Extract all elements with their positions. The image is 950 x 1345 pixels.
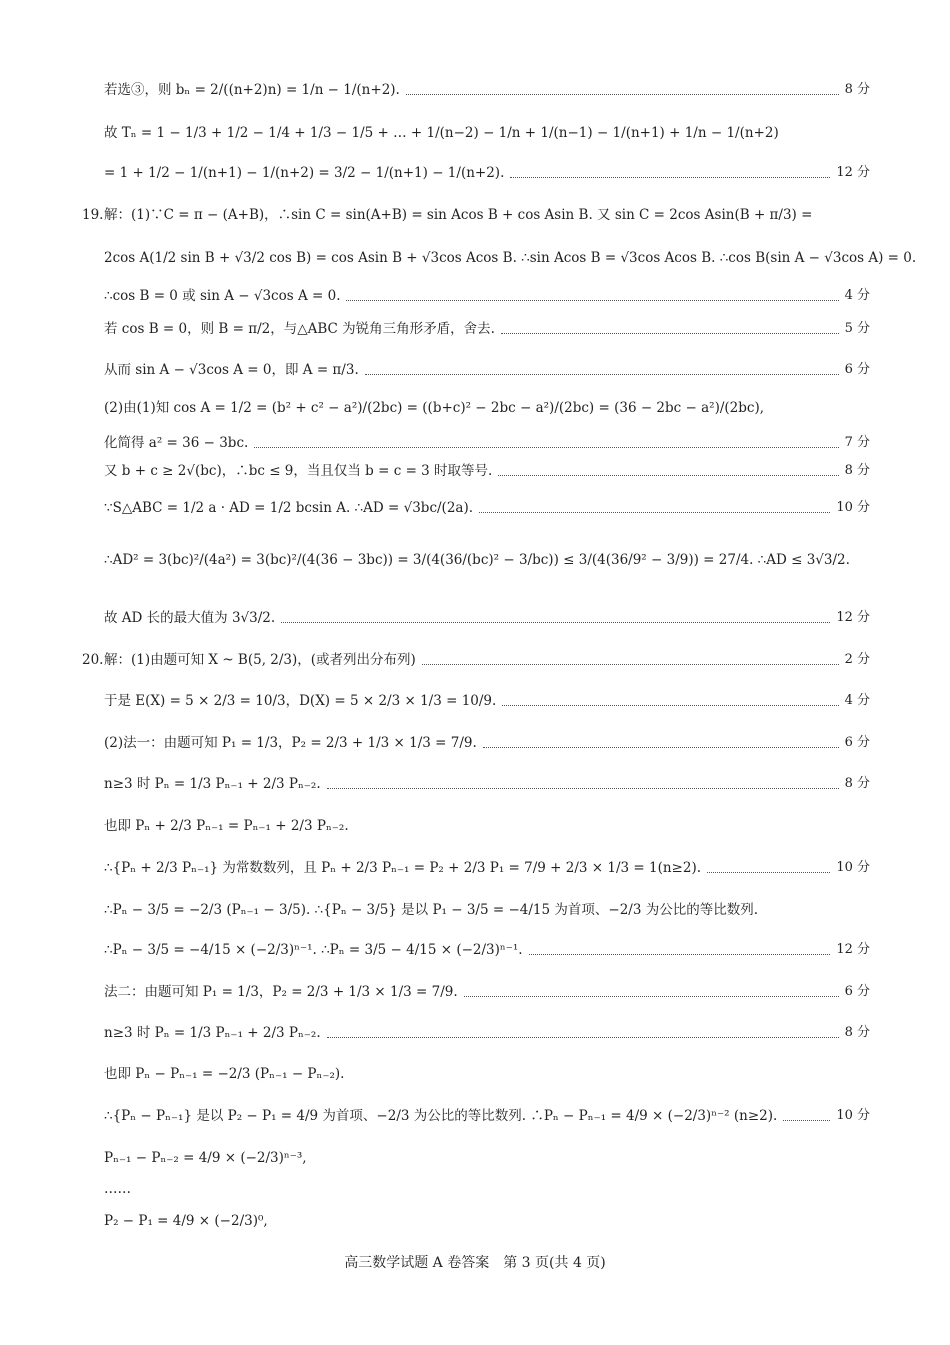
score-mark: 12 分 bbox=[836, 942, 870, 957]
line-text: 2cos A(1/2 sin B + √3/2 cos B) = cos Asin B + √3cos Acos B. ∴sin Acos B = √3cos Acos B. ∴cos B(sin A − √3cos A) = 0. bbox=[104, 250, 917, 266]
score-mark: 4 分 bbox=[844, 693, 870, 708]
line-text: (2)法一：由题可知 P₁ = 1/3，P₂ = 2/3 + 1/3 × 1/3 = 7/9. bbox=[104, 735, 477, 751]
problem-number: 20. bbox=[82, 652, 104, 668]
score-mark: 2 分 bbox=[844, 652, 870, 667]
dotted-leader bbox=[501, 333, 839, 334]
dotted-leader bbox=[502, 705, 838, 706]
line-text: 于是 E(X) = 5 × 2/3 = 10/3，D(X) = 5 × 2/3 × 1/3 = 10/9. bbox=[104, 693, 497, 709]
score-mark: 12 分 bbox=[836, 165, 870, 180]
line-text: (2)由(1)知 cos A = 1/2 = (b² + c² − a²)/(2bc) = ((b+c)² − 2bc − a²)/(2bc) = (36 − 2bc − a²)/(2bc), bbox=[104, 400, 765, 416]
score-mark: 10 分 bbox=[836, 1108, 870, 1123]
solution-line bbox=[104, 1064, 344, 1084]
score-mark: 6 分 bbox=[844, 735, 870, 750]
solution-line bbox=[104, 550, 850, 570]
line-text: …… bbox=[104, 1181, 131, 1197]
solution-line bbox=[104, 858, 870, 878]
line-text: 若选③，则 bₙ = 2/((n+2)n) = 1/n − 1/(n+2). bbox=[104, 82, 400, 98]
line-text: 也即 Pₙ − Pₙ₋₁ = −2/3 (Pₙ₋₁ − Pₙ₋₂). bbox=[104, 1066, 345, 1082]
solution-line bbox=[82, 205, 813, 225]
line-text: 解：(1)由题可知 X ~ B(5, 2/3)，(或者列出分布列) bbox=[104, 652, 416, 668]
dotted-leader bbox=[529, 954, 831, 955]
solution-line bbox=[104, 433, 870, 453]
solution-line bbox=[104, 608, 870, 628]
line-text: ∴{Pₙ + 2/3 Pₙ₋₁} 为常数数列，且 Pₙ + 2/3 Pₙ₋₁ = P₂ + 2/3 P₁ = 7/9 + 2/3 × 1/3 = 1(n≥2). bbox=[104, 860, 702, 876]
line-text: 若 cos B = 0，则 B = π/2，与△ABC 为锐角三角形矛盾，舍去. bbox=[104, 321, 495, 337]
line-text: 解：(1)∵C = π − (A+B)，∴sin C = sin(A+B) = sin Acos B + cos Asin B. 又 sin C = 2cos Asin(B + π/3) = bbox=[104, 207, 813, 223]
solution-line bbox=[104, 286, 870, 306]
score-mark: 8 分 bbox=[844, 463, 870, 478]
dotted-leader bbox=[365, 374, 839, 375]
line-text: 也即 Pₙ + 2/3 Pₙ₋₁ = Pₙ₋₁ + 2/3 Pₙ₋₂. bbox=[104, 818, 349, 834]
solution-line bbox=[104, 940, 870, 960]
page-footer: 高三数学试题 A 卷答案 第 3 页(共 4 页) bbox=[344, 1255, 606, 1271]
solution-line bbox=[104, 774, 870, 794]
solution-line bbox=[104, 1106, 870, 1126]
line-text: = 1 + 1/2 − 1/(n+1) − 1/(n+2) = 3/2 − 1/(n+1) − 1/(n+2). bbox=[104, 165, 505, 181]
dotted-leader bbox=[479, 512, 830, 513]
dotted-leader bbox=[406, 94, 839, 95]
solution-line bbox=[104, 900, 758, 920]
dotted-leader bbox=[327, 1037, 839, 1038]
line-text: 法二：由题可知 P₁ = 1/3，P₂ = 2/3 + 1/3 × 1/3 = 7/9. bbox=[104, 984, 458, 1000]
solution-line bbox=[104, 319, 870, 339]
line-text: 又 b + c ≥ 2√(bc)，∴bc ≤ 9，当且仅当 b = c = 3 时取等号. bbox=[104, 463, 493, 479]
line-text: ∴cos B = 0 或 sin A − √3cos A = 0. bbox=[104, 288, 341, 304]
dotted-leader bbox=[346, 300, 838, 301]
line-text: n≥3 时 Pₙ = 1/3 Pₙ₋₁ + 2/3 Pₙ₋₂. bbox=[104, 776, 321, 792]
solution-line bbox=[104, 461, 870, 481]
solution-line bbox=[104, 1179, 131, 1199]
solution-line bbox=[104, 816, 349, 836]
solution-line bbox=[104, 163, 870, 183]
solution-line bbox=[104, 1211, 268, 1231]
line-text: 化简得 a² = 36 − 3bc. bbox=[104, 435, 249, 451]
dotted-leader bbox=[327, 788, 839, 789]
problem-number: 19. bbox=[82, 207, 104, 223]
line-text: ∴Pₙ − 3/5 = −2/3 (Pₙ₋₁ − 3/5). ∴{Pₙ − 3/5} 是以 P₁ − 3/5 = −4/15 为首项、−2/3 为公比的等比数列. bbox=[104, 902, 758, 918]
dotted-leader bbox=[783, 1120, 830, 1121]
solution-line bbox=[104, 733, 870, 753]
dotted-leader bbox=[281, 622, 830, 623]
score-mark: 10 分 bbox=[836, 860, 870, 875]
dotted-leader bbox=[707, 872, 830, 873]
solution-line bbox=[104, 360, 870, 380]
score-mark: 10 分 bbox=[836, 500, 870, 515]
score-mark: 6 分 bbox=[844, 984, 870, 999]
line-text: ∴AD² = 3(bc)²/(4a²) = 3(bc)²/(4(36 − 3bc)) = 3/(4(36/(bc)² − 3/bc)) ≤ 3/(4(36/9² − 3/9)) = 27/4. ∴AD ≤ 3√3/2. bbox=[104, 552, 850, 568]
dotted-leader bbox=[483, 747, 839, 748]
score-mark: 5 分 bbox=[844, 321, 870, 336]
line-text: ∴{Pₙ − Pₙ₋₁} 是以 P₂ − P₁ = 4/9 为首项、−2/3 为公比的等比数列. ∴Pₙ − Pₙ₋₁ = 4/9 × (−2/3)ⁿ⁻² (n≥2). bbox=[104, 1108, 778, 1124]
line-text: 故 AD 长的最大值为 3√3/2. bbox=[104, 610, 276, 626]
dotted-leader bbox=[498, 475, 838, 476]
solution-line bbox=[104, 498, 870, 518]
score-mark: 8 分 bbox=[844, 82, 870, 97]
solution-line bbox=[104, 1023, 870, 1043]
dotted-leader bbox=[422, 664, 839, 665]
dotted-leader bbox=[510, 177, 830, 178]
solution-line bbox=[104, 691, 870, 711]
solution-line bbox=[104, 398, 764, 418]
line-text: ∵S△ABC = 1/2 a · AD = 1/2 bcsin A. ∴AD = √3bc/(2a). bbox=[104, 500, 474, 516]
solution-line bbox=[104, 1148, 307, 1168]
solution-line bbox=[104, 982, 870, 1002]
line-text: ∴Pₙ − 3/5 = −4/15 × (−2/3)ⁿ⁻¹. ∴Pₙ = 3/5 − 4/15 × (−2/3)ⁿ⁻¹. bbox=[104, 942, 523, 958]
solution-line bbox=[82, 650, 870, 670]
line-text: Pₙ₋₁ − Pₙ₋₂ = 4/9 × (−2/3)ⁿ⁻³, bbox=[104, 1150, 307, 1166]
dotted-leader bbox=[254, 447, 838, 448]
solution-line bbox=[104, 248, 916, 268]
score-mark: 6 分 bbox=[844, 362, 870, 377]
dotted-leader bbox=[464, 996, 839, 997]
line-text: 从而 sin A − √3cos A = 0，即 A = π/3. bbox=[104, 362, 359, 378]
solution-line bbox=[104, 123, 779, 143]
score-mark: 12 分 bbox=[836, 610, 870, 625]
line-text: P₂ − P₁ = 4/9 × (−2/3)⁰, bbox=[104, 1213, 268, 1229]
solution-line bbox=[104, 80, 870, 100]
score-mark: 4 分 bbox=[844, 288, 870, 303]
score-mark: 8 分 bbox=[844, 1025, 870, 1040]
line-text: 故 Tₙ = 1 − 1/3 + 1/2 − 1/4 + 1/3 − 1/5 + … + 1/(n−2) − 1/n + 1/(n−1) − 1/(n+1) + 1/n − 1/(n+2) bbox=[104, 125, 779, 141]
line-text: n≥3 时 Pₙ = 1/3 Pₙ₋₁ + 2/3 Pₙ₋₂. bbox=[104, 1025, 321, 1041]
score-mark: 7 分 bbox=[844, 435, 870, 450]
score-mark: 8 分 bbox=[844, 776, 870, 791]
